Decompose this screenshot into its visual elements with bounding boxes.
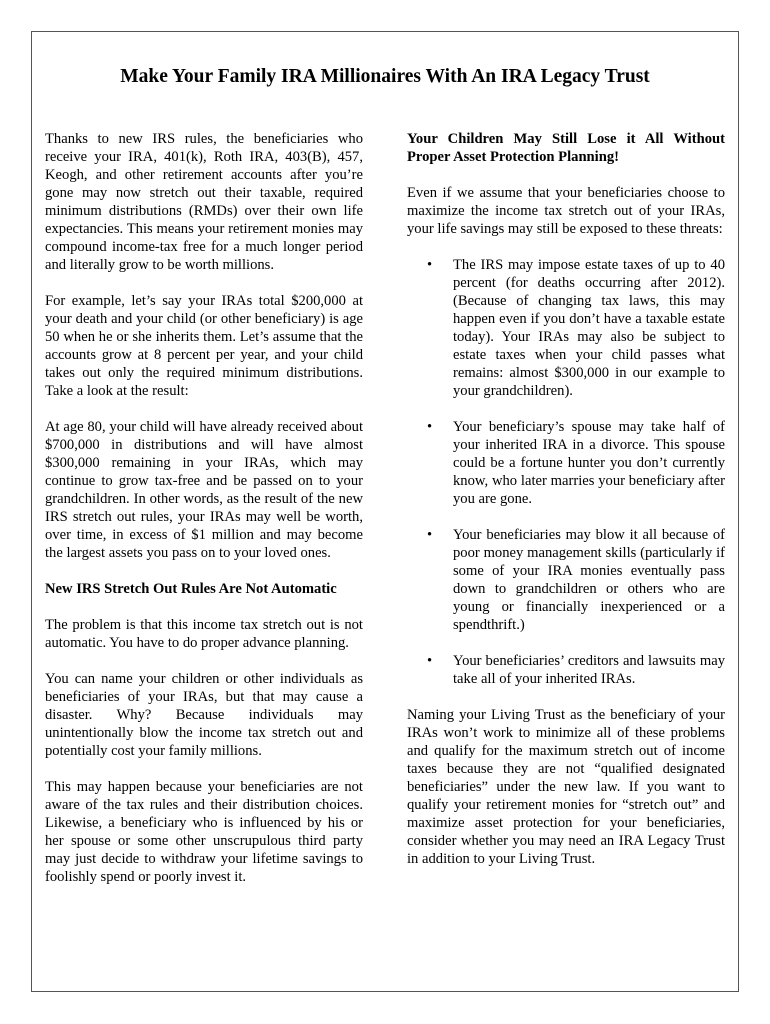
list-item-text: Your beneficiaries’ creditors and lawsuits may take all of your inherited IRAs. [453,653,725,687]
conclusion-paragraph: Naming your Living Trust as the beneficiary of your IRAs won’t work to minimize all of these problems and qualify for the maximum stretch out of income taxes because they are not “qualified designated beneficiaries” under the new law. If you want to qualify your retirement monies for “stretch out” and maximize asset protection for your beneficiaries, consider whether you may need an IRA Legacy Trust in addition to your Living Trust. [407,707,725,867]
page-title: Make Your Family IRA Millionaires With An IRA Legacy Trust [120,66,650,87]
section-heading-asset-protection: Your Children May Still Lose it All Without Proper Asset Protection Planning! [407,131,725,165]
list-item-text: Your beneficiaries may blow it all because of poor money management skills (particularly if some of your IRA monies eventually pass down to grandchildren or others who are young or financially inexperienced or a spendthrift.) [453,527,725,633]
list-item [407,526,725,634]
list-item-text: Your beneficiary’s spouse may take half of your inherited IRA in a divorce. This spouse could be a fortune hunter you don’t currently know, who later marries your beneficiary after you are gone. [453,419,725,507]
list-item [407,652,725,688]
intro-paragraph: Thanks to new IRS rules, the beneficiaries who receive your IRA, 401(k), Roth IRA, 403(B), 457, Keogh, and other retirement accounts after you’re gone may now stretch out their taxable, required minimum distributions (RMDs) over their own life expectancies. This means your retirement monies may compound income-tax free for a much longer period and literally grow to be worth millions. [45,131,363,273]
beneficiaries-paragraph: You can name your children or other individuals as beneficiaries of your IRAs, but that may cause a disaster. Why? Because individuals may unintentionally blow the income tax stretch out and potentially cost your family millions. [45,671,363,759]
bullet-icon: • [427,653,433,669]
bullet-icon: • [427,419,433,435]
result-paragraph: At age 80, your child will have already received about $700,000 in distributions and will have almost $300,000 remaining in your IRAs, which may continue to grow tax-free and be passed on to your grandchildren. In other words, as the result of the new IRS stretch out rules, your IRAs may well be worth, over time, in excess of $1 million and may become the largest assets you pass on to your loved ones. [45,419,363,561]
example-paragraph: For example, let’s say your IRAs total $200,000 at your death and your child (or other beneficiary) is age 50 when he or she inherits them. Let’s assume that the accounts grow at 8 percent per year, and your child takes out only the required minimum distributions. Take a look at the result: [45,293,363,399]
threats-list [407,256,725,688]
list-item-text: The IRS may impose estate taxes of up to 40 percent (for deaths occurring after 2012). (Because of changing tax laws, this may happen even if you don’t have a taxable estate today). Your IRAs may also be subject to estate taxes when your child passes what remains: almost $300,000 in our example to your grandchildren). [453,257,725,399]
bullet-icon: • [427,527,433,543]
problem-paragraph: The problem is that this income tax stretch out is not automatic. You have to do proper advance planning. [45,617,363,651]
section-heading-stretch-out: New IRS Stretch Out Rules Are Not Automatic [45,581,337,597]
list-item [407,418,725,508]
threats-intro-paragraph: Even if we assume that your beneficiaries choose to maximize the income tax stretch out of your IRAs, your life savings may still be exposed to these threats: [407,185,725,237]
awareness-paragraph: This may happen because your beneficiaries are not aware of the tax rules and their distribution choices. Likewise, a beneficiary who is influenced by his or her spouse or some other unscrupulous third party may just decide to withdraw your lifetime savings to foolishly spend or poorly invest it. [45,779,363,885]
right-column [407,130,725,886]
list-item [407,256,725,400]
left-column [45,130,363,904]
bullet-icon: • [427,257,433,273]
